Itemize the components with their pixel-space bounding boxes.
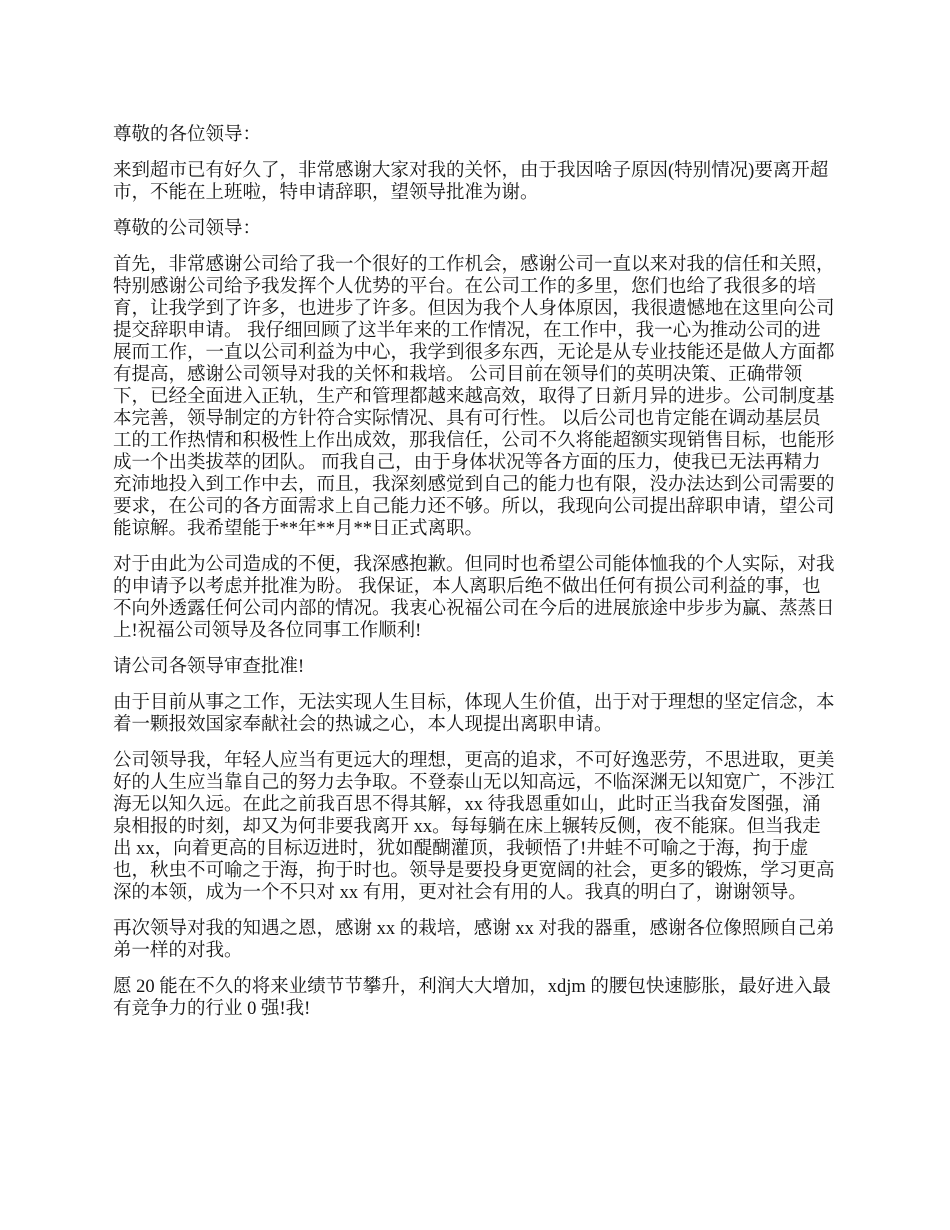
text-line: 特别感谢公司给予我发挥个人优势的平台。在公司工作的多里，您们也给了我很多的培 [113, 277, 817, 297]
paragraph [113, 656, 841, 678]
text-line: 展而工作，一直以公司利益为中心，我学到很多东西，无论是从专业技能还是做人方面都 [113, 343, 835, 363]
paragraph [113, 750, 841, 904]
text-line: 由于目前从事之工作，无法实现人生目标，体现人生价值，出于对于理想的坚定信念，本 [113, 693, 835, 713]
text-line: 能谅解。我希望能于**年**月**日正式离职。 [113, 519, 484, 539]
paragraph [113, 976, 841, 1020]
text-line: 的申请予以考虑并批准为盼。 我保证，本人离职后绝不做出任何有损公司利益的事，也 [113, 577, 821, 597]
text-line: 工的工作热情和积极性上作出成效，那我信任，公司不久将能超额实现销售目标，也能形 [113, 431, 835, 451]
paragraph [113, 160, 841, 204]
text-line: 有竞争力的行业 0 强!我! [113, 999, 311, 1019]
text-line: 市，不能在上班啦，特申请辞职，望领导批准为谢。 [113, 183, 539, 203]
text-line: 育，让我学到了许多，也进步了许多。但因为我个人身体原因，我很遗憾地在这里向公司 [113, 299, 835, 319]
paragraph [113, 554, 841, 642]
document-body [113, 124, 841, 1034]
text-line: 出 xx，向着更高的目标迈进时，犹如醍醐灌顶，我顿悟了!井蛙不可喻之于海，拘于虚 [113, 839, 809, 859]
text-line: 上!祝福公司领导及各位同事工作顺利! [113, 621, 422, 641]
salutation [113, 124, 841, 146]
paragraph [113, 692, 841, 736]
salutation [113, 218, 841, 240]
text-line: 充沛地投入到工作中去，而且，我深刻感觉到自己的能力也有限，没办法达到公司需要的 [113, 475, 835, 495]
text-line: 尊敬的各位领导： [113, 125, 262, 145]
text-line: 尊敬的公司领导： [113, 219, 262, 239]
text-line: 也，秋虫不可喻之于海，拘于时也。领导是要投身更宽阔的社会，更多的锻炼，学习更高 [113, 861, 835, 881]
paragraph [113, 918, 841, 962]
paragraph [113, 254, 841, 540]
text-line: 海无以知久远。在此之前我百思不得其解，xx 待我恩重如山，此时正当我奋发图强，涌 [113, 795, 821, 815]
text-line: 弟一样的对我。 [113, 941, 243, 961]
text-line: 着一颗报效国家奉献社会的热诚之心，本人现提出离职申请。 [113, 715, 613, 735]
text-line: 成一个出类拔萃的团队。 而我自己，由于身体状况等各方面的压力，使我已无法再精力 [113, 453, 821, 473]
text-line: 要求，在公司的各方面需求上自己能力还不够。所以，我现向公司提出辞职申请，望公司 [113, 497, 835, 517]
text-line: 好的人生应当靠自己的努力去争取。不登泰山无以知高远，不临深渊无以知宽广，不涉江 [113, 773, 835, 793]
text-line: 提交辞职申请。 我仔细回顾了这半年来的工作情况，在工作中，我一心为推动公司的进 [113, 321, 821, 341]
text-line: 首先，非常感谢公司给了我一个很好的工作机会，感谢公司一直以来对我的信任和关照， [113, 255, 835, 275]
text-line: 泉相报的时刻，却又为何非要我离开 xx。每每躺在床上辗转反侧，夜不能寐。但当我走 [113, 817, 821, 837]
text-line: 来到超市已有好久了，非常感谢大家对我的关怀，由于我因啥子原因(特别情况)要离开超 [113, 161, 829, 181]
text-line: 愿 20 能在不久的将来业绩节节攀升，利润大大增加，xdjm 的腰包快速膨胀，最好进入最 [113, 977, 831, 997]
text-line: 请公司各领导审查批准! [113, 657, 305, 677]
text-line: 深的本领，成为一个不只对 xx 有用，更对社会有用的人。我真的明白了，谢谢领导。 [113, 883, 807, 903]
text-line: 下，已经全面进入正轨，生产和管理都越来越高效，取得了日新月异的进步。公司制度基 [113, 387, 835, 407]
text-line: 再次领导对我的知遇之恩，感谢 xx 的栽培，感谢 xx 对我的器重，感谢各位像照顾自己弟 [113, 919, 835, 939]
text-line: 本完善，领导制定的方针符合实际情况、具有可行性。 以后公司也肯定能在调动基层员 [113, 409, 821, 429]
text-line: 不向外透露任何公司内部的情况。我衷心祝福公司在今后的进展旅途中步步为赢、蒸蒸日 [113, 599, 835, 619]
text-line: 有提高，感谢公司领导对我的关怀和栽培。 公司目前在领导们的英明决策、正确带领 [113, 365, 803, 385]
text-line: 公司领导我，年轻人应当有更远大的理想，更高的追求，不可好逸恶劳，不思进取，更美 [113, 751, 835, 771]
text-line: 对于由此为公司造成的不便，我深感抱歉。但同时也希望公司能体恤我的个人实际，对我 [113, 555, 835, 575]
